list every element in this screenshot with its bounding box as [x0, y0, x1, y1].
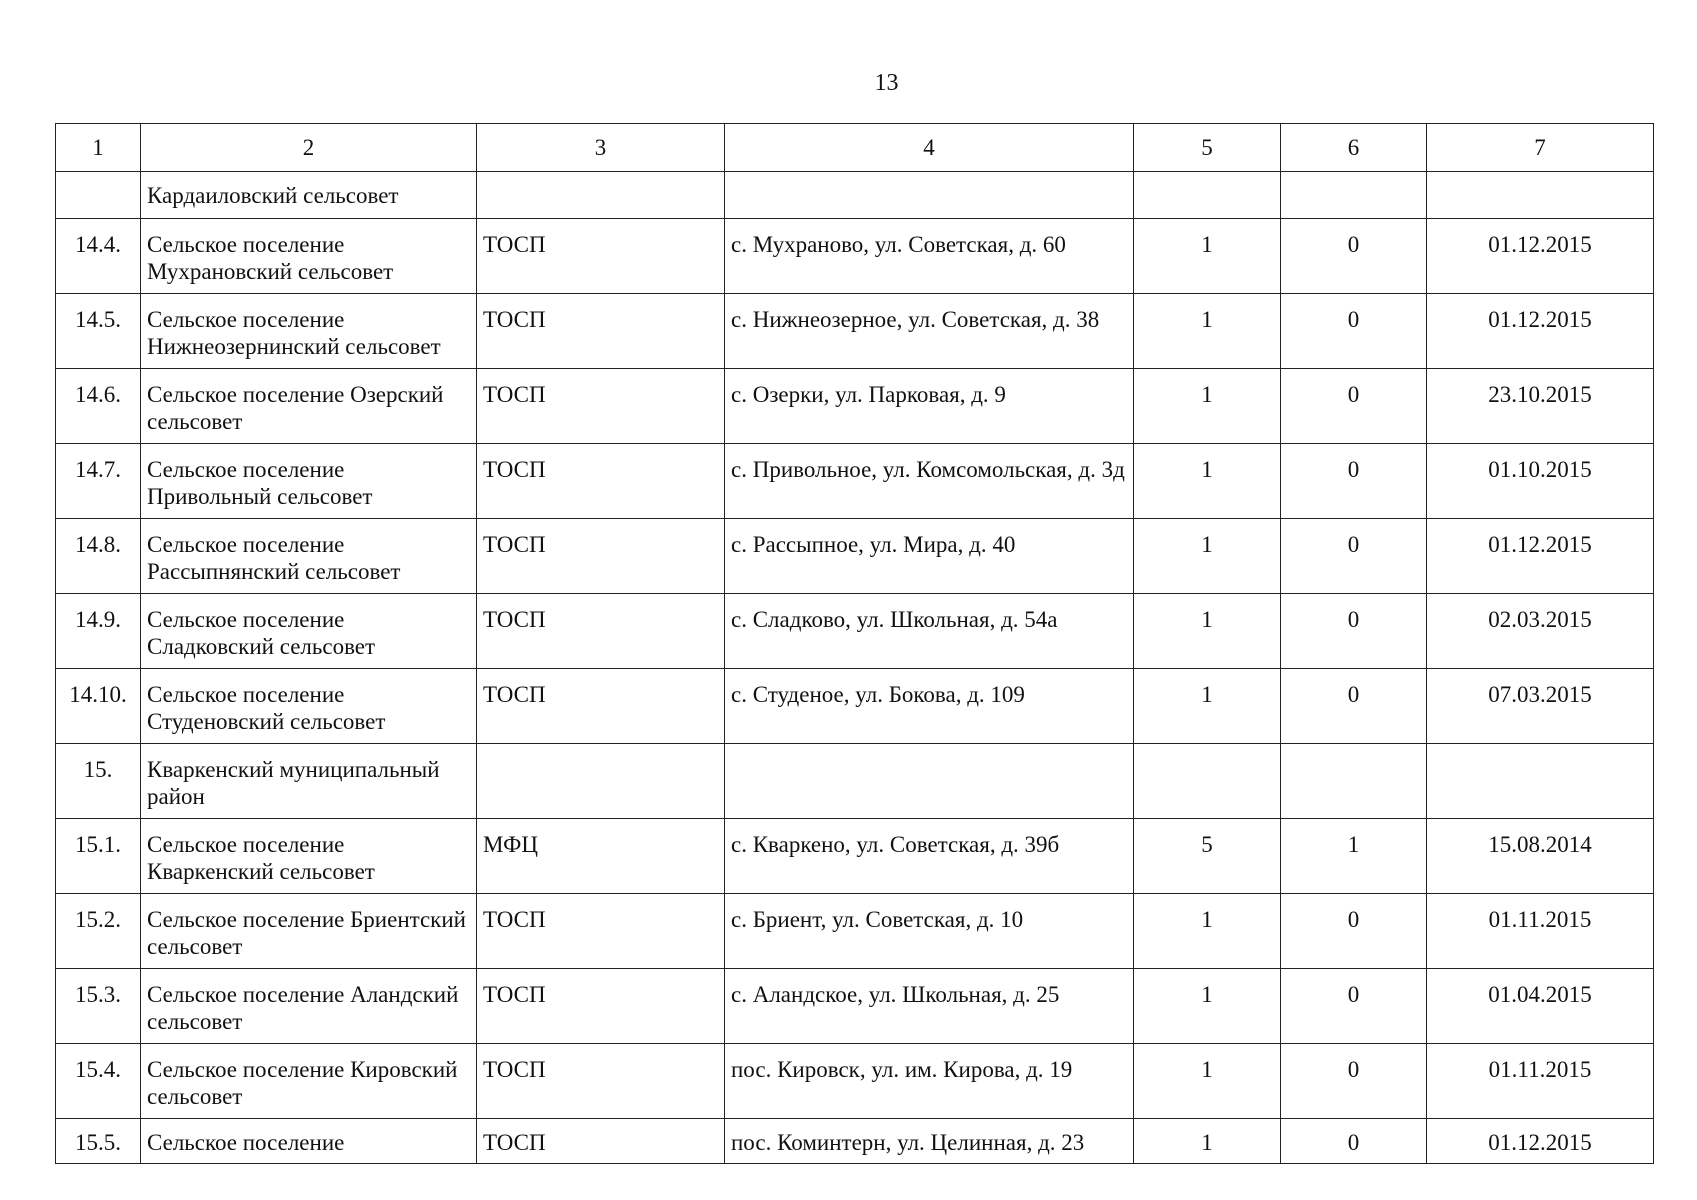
office-type: ТОСП: [477, 1044, 725, 1119]
table-header-row: [56, 124, 1654, 172]
opening-date: 01.11.2015: [1427, 894, 1654, 969]
table-row: [56, 969, 1654, 1044]
column-6-value: 0: [1281, 294, 1427, 369]
header-cell: 6: [1281, 124, 1427, 172]
settlement-name: Сельское поселение Мухрановский сельсовет: [141, 219, 477, 294]
opening-date: [1427, 172, 1654, 219]
column-6-value: 0: [1281, 1119, 1427, 1164]
office-address: пос. Коминтерн, ул. Целинная, д. 23: [725, 1119, 1134, 1164]
settlement-name: Сельское поселение Озерский сельсовет: [141, 369, 477, 444]
column-5-value: 1: [1134, 444, 1281, 519]
office-type: ТОСП: [477, 894, 725, 969]
opening-date: 15.08.2014: [1427, 819, 1654, 894]
opening-date: 23.10.2015: [1427, 369, 1654, 444]
header-cell: 7: [1427, 124, 1654, 172]
office-type: ТОСП: [477, 219, 725, 294]
column-5-value: 1: [1134, 894, 1281, 969]
opening-date: 01.12.2015: [1427, 294, 1654, 369]
office-address: пос. Кировск, ул. им. Кирова, д. 19: [725, 1044, 1134, 1119]
row-number: 15.3.: [56, 969, 141, 1044]
settlement-name: Сельское поселение: [141, 1119, 477, 1164]
row-number: 15.5.: [56, 1119, 141, 1164]
row-number: 14.4.: [56, 219, 141, 294]
office-type: [477, 172, 725, 219]
column-5-value: [1134, 744, 1281, 819]
opening-date: 01.12.2015: [1427, 219, 1654, 294]
table-row: [56, 172, 1654, 219]
settlement-name: Сельское поселение Привольный сельсовет: [141, 444, 477, 519]
office-address: [725, 172, 1134, 219]
table-row: [56, 219, 1654, 294]
office-type: ТОСП: [477, 594, 725, 669]
office-address: с. Озерки, ул. Парковая, д. 9: [725, 369, 1134, 444]
row-number: 15.1.: [56, 819, 141, 894]
column-5-value: 1: [1134, 669, 1281, 744]
column-6-value: 0: [1281, 669, 1427, 744]
column-6-value: 0: [1281, 444, 1427, 519]
office-address: с. Рассыпное, ул. Мира, д. 40: [725, 519, 1134, 594]
row-number: 15.4.: [56, 1044, 141, 1119]
settlement-name: Кардаиловский сельсовет: [141, 172, 477, 219]
settlement-name: Сельское поселение Бриентский сельсовет: [141, 894, 477, 969]
office-type: ТОСП: [477, 669, 725, 744]
column-5-value: [1134, 172, 1281, 219]
header-cell: 2: [141, 124, 477, 172]
office-type: ТОСП: [477, 444, 725, 519]
column-6-value: 1: [1281, 819, 1427, 894]
office-type: [477, 744, 725, 819]
column-5-value: 1: [1134, 369, 1281, 444]
table-row: [56, 819, 1654, 894]
column-6-value: [1281, 172, 1427, 219]
column-5-value: 1: [1134, 219, 1281, 294]
header-cell: 5: [1134, 124, 1281, 172]
table-row: [56, 294, 1654, 369]
table-row: [56, 669, 1654, 744]
opening-date: 02.03.2015: [1427, 594, 1654, 669]
table-row: [56, 1119, 1654, 1164]
office-address: с. Нижнеозерное, ул. Советская, д. 38: [725, 294, 1134, 369]
office-address: с. Мухраново, ул. Советская, д. 60: [725, 219, 1134, 294]
column-5-value: 1: [1134, 594, 1281, 669]
opening-date: 01.11.2015: [1427, 1044, 1654, 1119]
header-cell: 4: [725, 124, 1134, 172]
row-number: 14.5.: [56, 294, 141, 369]
office-address: с. Студеное, ул. Бокова, д. 109: [725, 669, 1134, 744]
row-number: 14.6.: [56, 369, 141, 444]
header-cell: 3: [477, 124, 725, 172]
table-row: [56, 519, 1654, 594]
office-type: ТОСП: [477, 969, 725, 1044]
column-5-value: 1: [1134, 1044, 1281, 1119]
row-number: 14.8.: [56, 519, 141, 594]
opening-date: 01.12.2015: [1427, 519, 1654, 594]
table-row: [56, 594, 1654, 669]
office-address: с. Сладково, ул. Школьная, д. 54а: [725, 594, 1134, 669]
column-5-value: 1: [1134, 519, 1281, 594]
opening-date: 01.04.2015: [1427, 969, 1654, 1044]
column-6-value: [1281, 744, 1427, 819]
column-5-value: 1: [1134, 294, 1281, 369]
row-number: 14.7.: [56, 444, 141, 519]
column-6-value: 0: [1281, 519, 1427, 594]
row-number: 14.9.: [56, 594, 141, 669]
office-type: ТОСП: [477, 369, 725, 444]
settlement-name: Сельское поселение Кировский сельсовет: [141, 1044, 477, 1119]
page-number: 13: [874, 70, 899, 96]
column-6-value: 0: [1281, 369, 1427, 444]
table-row: [56, 1044, 1654, 1119]
settlement-name: Сельское поселение Кваркенский сельсовет: [141, 819, 477, 894]
header-cell: 1: [56, 124, 141, 172]
office-type: ТОСП: [477, 519, 725, 594]
office-address: [725, 744, 1134, 819]
column-6-value: 0: [1281, 1044, 1427, 1119]
column-6-value: 0: [1281, 594, 1427, 669]
office-address: с. Привольное, ул. Комсомольская, д. 3д: [725, 444, 1134, 519]
opening-date: 01.12.2015: [1427, 1119, 1654, 1164]
office-type: МФЦ: [477, 819, 725, 894]
settlement-name: Кваркенский муниципальный район: [141, 744, 477, 819]
column-5-value: 5: [1134, 819, 1281, 894]
office-address: с. Аландское, ул. Школьная, д. 25: [725, 969, 1134, 1044]
row-number: 14.10.: [56, 669, 141, 744]
office-type: ТОСП: [477, 1119, 725, 1164]
table-row: [56, 369, 1654, 444]
table-row: [56, 894, 1654, 969]
settlement-name: Сельское поселение Рассыпнянский сельсовет: [141, 519, 477, 594]
settlement-name: Сельское поселение Аландский сельсовет: [141, 969, 477, 1044]
settlement-name: Сельское поселение Сладковский сельсовет: [141, 594, 477, 669]
column-6-value: 0: [1281, 219, 1427, 294]
opening-date: 07.03.2015: [1427, 669, 1654, 744]
settlement-name: Сельское поселение Студеновский сельсовет: [141, 669, 477, 744]
office-type: ТОСП: [477, 294, 725, 369]
row-number: 15.2.: [56, 894, 141, 969]
column-6-value: 0: [1281, 894, 1427, 969]
office-address: с. Бриент, ул. Советская, д. 10: [725, 894, 1134, 969]
row-number: 15.: [56, 744, 141, 819]
opening-date: 01.10.2015: [1427, 444, 1654, 519]
office-address: с. Кваркено, ул. Советская, д. 39б: [725, 819, 1134, 894]
column-5-value: 1: [1134, 1119, 1281, 1164]
column-6-value: 0: [1281, 969, 1427, 1044]
settlement-name: Сельское поселение Нижнеозернинский сельсовет: [141, 294, 477, 369]
table-row: [56, 444, 1654, 519]
column-5-value: 1: [1134, 969, 1281, 1044]
services-table: [55, 123, 1654, 1164]
table-row: [56, 744, 1654, 819]
row-number: [56, 172, 141, 219]
opening-date: [1427, 744, 1654, 819]
